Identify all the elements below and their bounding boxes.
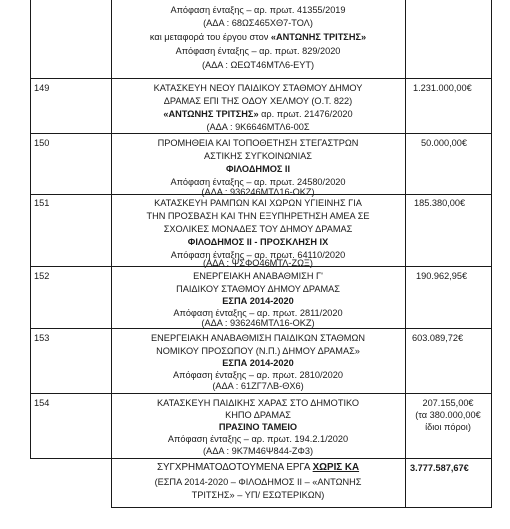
row-ada: (ΑΔΑ : 9Κ7Μ46Ψ844-ΖΦ3) <box>203 446 313 456</box>
row-title: ΚΑΤΑΣΚΕΥΗ ΠΑΙΔΙΚΗΣ ΧΑΡΑΣ ΣΤΟ ΔΗΜΟΤΙΚΟ <box>157 398 359 408</box>
row-program: ΕΣΠΑ 2014-2020 <box>222 296 294 306</box>
row-decision: Απόφαση ένταξης – αρ. πρωτ. 41355/2019 <box>170 5 346 15</box>
row-number: 150 <box>34 138 50 148</box>
row-title: ΔΡΑΜΑΣ ΕΠΙ ΤΗΣ ΟΔΟΥ ΧΕΛΜΟΥ (Ο.Τ. 822) <box>163 96 353 106</box>
row-title: ΕΝΕΡΓΕΙΑΚΗ ΑΝΑΒΑΘΜΙΣΗ Γ' <box>193 271 323 281</box>
row-title: ΚΑΤΑΣΚΕΥΗ ΝΕΟΥ ΠΑΙΔΙΚΟΥ ΣΤΑΘΜΟΥ ΔΗΜΟΥ <box>153 83 363 93</box>
row-divider <box>30 393 492 394</box>
row-title: ΝΟΜΙΚΟΥ ΠΡΟΣΩΠΟΥ (Ν.Π.) ΔΗΜΟΥ ΔΡΑΜΑΣ» <box>156 346 360 356</box>
row-ada: (ΑΔΑ : ΨΣΦΟ46ΜΤΛ-ΖΩΞ) <box>203 258 313 268</box>
row-title: ΤΗΝ ΠΡΟΣΒΑΣΗ ΚΑΙ ΤΗΝ ΕΞΥΠΗΡΕΤΗΣΗ ΑΜΕΑ ΣΕ <box>146 211 370 221</box>
row-ada: (ΑΔΑ : 936246ΜΤΛ16-ΟΚΖ) <box>201 318 315 328</box>
row-amount: 190.962,95€ <box>416 271 468 281</box>
row-amount-note: ίδιοι πόροι) <box>425 422 471 432</box>
row-decision: Απόφαση ένταξης – αρ. πρωτ. 194.2.1/2020 <box>167 434 349 444</box>
row-title: ΣΧΟΛΙΚΕΣ ΜΟΝΑΔΕΣ ΤΟΥ ΔΗΜΟΥ ΔΡΑΜΑΣ <box>163 224 353 234</box>
table-border-col1 <box>111 0 112 507</box>
total-heading: ΣΥΓΧΡΗΜΑΤΟΔΟΤΟΥΜΕΝΑ ΕΡΓΑ ΧΩΡΙΣ ΚΑ <box>156 462 360 473</box>
row-ada: (ΑΔΑ : 936246ΜΤΛ16-ΟΚΖ) <box>201 187 315 197</box>
row-title: ΚΑΤΑΣΚΕΥΗ ΡΑΜΠΩΝ ΚΑΙ ΧΩΡΩΝ ΥΓΙΕΙΝΗΣ ΓΙΑ <box>154 198 362 208</box>
row-ada: (ΑΔΑ : 9Κ6646ΜΤΛ6-00Σ <box>206 122 310 132</box>
row-ada: (ΑΔΑ : 68ΩΣ465ΧΘ7-ΤΟΛ) <box>203 18 313 28</box>
row-decision: Απόφαση ένταξης – αρ. πρωτ. 829/2020 <box>175 46 341 56</box>
row-program: ΦΙΛΟΔΗΜΟΣ ΙΙ - ΠΡΟΣΚΛΗΣΗ ΙΧ <box>187 237 329 247</box>
table-border-col2 <box>405 0 406 507</box>
row-number: 152 <box>34 271 50 281</box>
row-program: ΦΙΛΟΔΗΜΟΣ ΙΙ <box>225 164 291 174</box>
row-amount: 603.089,72€ <box>412 333 464 343</box>
row-title: ΑΣΤΙΚΗΣ ΣΥΓΚΟΙΝΩΝΙΑΣ <box>204 151 312 161</box>
row-title: ΠΡΟΜΗΘΕΙΑ ΚΑΙ ΤΟΠΟΘΕΤΗΣΗ ΣΤΕΓΑΣΤΡΩΝ <box>157 138 359 148</box>
row-number: 151 <box>34 198 50 208</box>
total-amount: 3.777.587,67€ <box>410 463 469 473</box>
row-ada: (ΑΔΑ : ΩΕΩΤ46ΜΤΛ6-ΕΥΤ) <box>201 60 315 70</box>
row-divider <box>30 78 492 79</box>
row-decision: Απόφαση ένταξης – αρ. πρωτ. 2810/2020 <box>173 370 343 380</box>
row-program-line: «ΑΝΤΩΝΗΣ ΤΡΙΤΣΗΣ» αρ. πρωτ. 21476/2020 <box>163 109 353 119</box>
row-amount: 185.380,00€ <box>414 198 466 208</box>
row-amount: 50.000,00€ <box>421 138 467 148</box>
row-amount-note: (τα 380.000,00€ <box>415 410 481 420</box>
row-transfer-line: και μεταφορά του έργου στον «ΑΝΤΩΝΗΣ ΤΡΙΤΣΗΣ» <box>149 32 367 42</box>
row-divider <box>30 458 492 459</box>
row-amount: 1.231.000,00€ <box>413 83 472 93</box>
row-ada: (ΑΔΑ : 61ΖΓ7ΛΒ-ΘΧ6) <box>212 381 304 391</box>
row-amount: 207.155,00€ <box>422 398 474 408</box>
row-number: 153 <box>34 333 50 343</box>
row-program: ΠΡΑΣΙΝΟ ΤΑΜΕΙΟ <box>218 422 298 432</box>
row-decision: Απόφαση ένταξης – αρ. πρωτ. 2811/2020 <box>173 308 343 318</box>
row-program: ΕΣΠΑ 2014-2020 <box>222 358 294 368</box>
total-subtitle: ΤΡΙΤΣΗΣ» – ΥΠ/ ΕΣΩΤΕΡΙΚΩΝ) <box>191 490 325 500</box>
row-number: 149 <box>34 83 50 93</box>
row-number: 154 <box>34 398 50 408</box>
row-title: ΠΑΙΔΙΚΟΥ ΣΤΑΘΜΟΥ ΔΗΜΟΥ ΔΡΑΜΑΣ <box>176 284 340 294</box>
row-decision: Απόφαση ένταξης – αρ. πρωτ. 64110/2020 <box>170 250 346 260</box>
total-subtitle: (ΕΣΠΑ 2014-2020 – ΦΙΛΟΔΗΜΟΣ ΙΙ – «ΑΝΤΩΝΗΣ <box>154 477 362 487</box>
row-title: ΚΗΠΟ ΔΡΑΜΑΣ <box>225 410 291 420</box>
row-title: ΕΝΕΡΓΕΙΑΚΗ ΑΝΑΒΑΘΜΙΣΗ ΠΑΙΔΙΚΩΝ ΣΤΑΘΜΩΝ <box>151 333 365 343</box>
table-border-right <box>491 0 492 507</box>
table-bottom <box>111 507 492 508</box>
table-border-left <box>30 0 31 458</box>
row-decision: Απόφαση ένταξης – αρ. πρωτ. 24580/2020 <box>170 177 346 187</box>
row-divider <box>30 133 492 134</box>
